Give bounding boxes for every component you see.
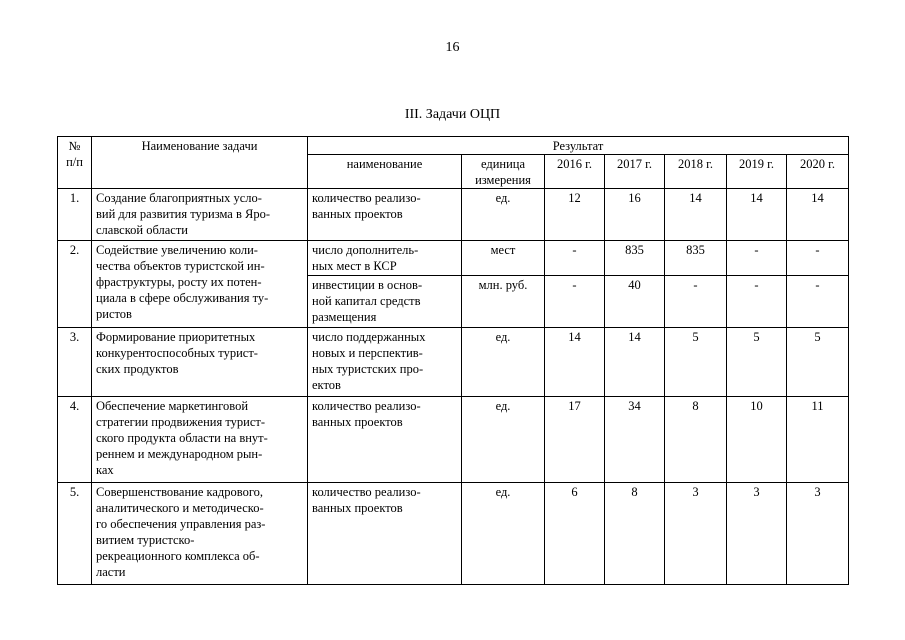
value-2019: 5 [727, 328, 787, 397]
indicator-name: инвестиции в основ- ной капитал средств размещения [308, 276, 462, 328]
value-2020: 14 [787, 189, 849, 241]
value-2017: 835 [605, 241, 665, 276]
table-row [58, 483, 849, 585]
value-2020: - [787, 276, 849, 328]
header-unit: единица измерения [462, 155, 545, 189]
table-row [58, 328, 849, 397]
indicator-unit: ед. [462, 397, 545, 483]
value-2020: 3 [787, 483, 849, 585]
table-row [58, 241, 849, 276]
indicator-unit: млн. руб. [462, 276, 545, 328]
indicator-unit: ед. [462, 328, 545, 397]
value-2016: 14 [545, 328, 605, 397]
value-2016: 6 [545, 483, 605, 585]
table-row [58, 189, 849, 241]
header-year-2019: 2019 г. [727, 155, 787, 189]
task-name: Создание благоприятных усло- вий для развития туризма в Яро- славской области [92, 189, 308, 241]
value-2018: 835 [665, 241, 727, 276]
value-2017: 34 [605, 397, 665, 483]
value-2018: - [665, 276, 727, 328]
header-year-2020: 2020 г. [787, 155, 849, 189]
value-2016: - [545, 241, 605, 276]
task-name: Формирование приоритетных конкурентоспособных турист- ских продуктов [92, 328, 308, 397]
value-2020: 5 [787, 328, 849, 397]
page-number: 16 [445, 40, 460, 55]
row-num: 2. [58, 241, 92, 328]
value-2019: - [727, 276, 787, 328]
row-num: 4. [58, 397, 92, 483]
value-2019: 14 [727, 189, 787, 241]
indicator-name: число поддержанных новых и перспектив- ных туристских про- ектов [308, 328, 462, 397]
value-2017: 8 [605, 483, 665, 585]
value-2018: 3 [665, 483, 727, 585]
value-2019: 10 [727, 397, 787, 483]
indicator-unit: ед. [462, 189, 545, 241]
value-2019: - [727, 241, 787, 276]
section-title: III. Задачи ОЦП [404, 107, 501, 122]
value-2018: 8 [665, 397, 727, 483]
indicator-name: количество реализо- ванных проектов [308, 483, 462, 585]
value-2018: 14 [665, 189, 727, 241]
header-result: Результат [308, 137, 849, 155]
task-name: Совершенствование кадрового, аналитического и методическо- го обеспечения управления раз- витием туристско- рекреационного комплекса об- ласти [92, 483, 308, 585]
tasks-table [57, 136, 849, 585]
header-year-2017: 2017 г. [605, 155, 665, 189]
row-num: 3. [58, 328, 92, 397]
header-num: № п/п [58, 137, 92, 189]
value-2020: 11 [787, 397, 849, 483]
indicator-name: количество реализо- ванных проектов [308, 189, 462, 241]
row-num: 5. [58, 483, 92, 585]
value-2018: 5 [665, 328, 727, 397]
value-2019: 3 [727, 483, 787, 585]
header-task: Наименование задачи [92, 137, 308, 189]
indicator-unit: ед. [462, 483, 545, 585]
table-row [58, 397, 849, 483]
indicator-name: число дополнитель- ных мест в КСР [308, 241, 462, 276]
indicator-name: количество реализо- ванных проектов [308, 397, 462, 483]
row-num: 1. [58, 189, 92, 241]
value-2016: 12 [545, 189, 605, 241]
header-year-2018: 2018 г. [665, 155, 727, 189]
header-indicator-name: наименование [308, 155, 462, 189]
header-year-2016: 2016 г. [545, 155, 605, 189]
value-2016: 17 [545, 397, 605, 483]
value-2020: - [787, 241, 849, 276]
task-name: Содействие увеличению коли- чества объектов туристской ин- фраструктуры, росту их потен- циала в сфере обслуживания ту- ристов [92, 241, 308, 328]
task-name: Обеспечение маркетинговой стратегии продвижения турист- ского продукта области на внут- реннем и международном рын- ках [92, 397, 308, 483]
value-2017: 40 [605, 276, 665, 328]
indicator-unit: мест [462, 241, 545, 276]
value-2017: 16 [605, 189, 665, 241]
value-2016: - [545, 276, 605, 328]
value-2017: 14 [605, 328, 665, 397]
